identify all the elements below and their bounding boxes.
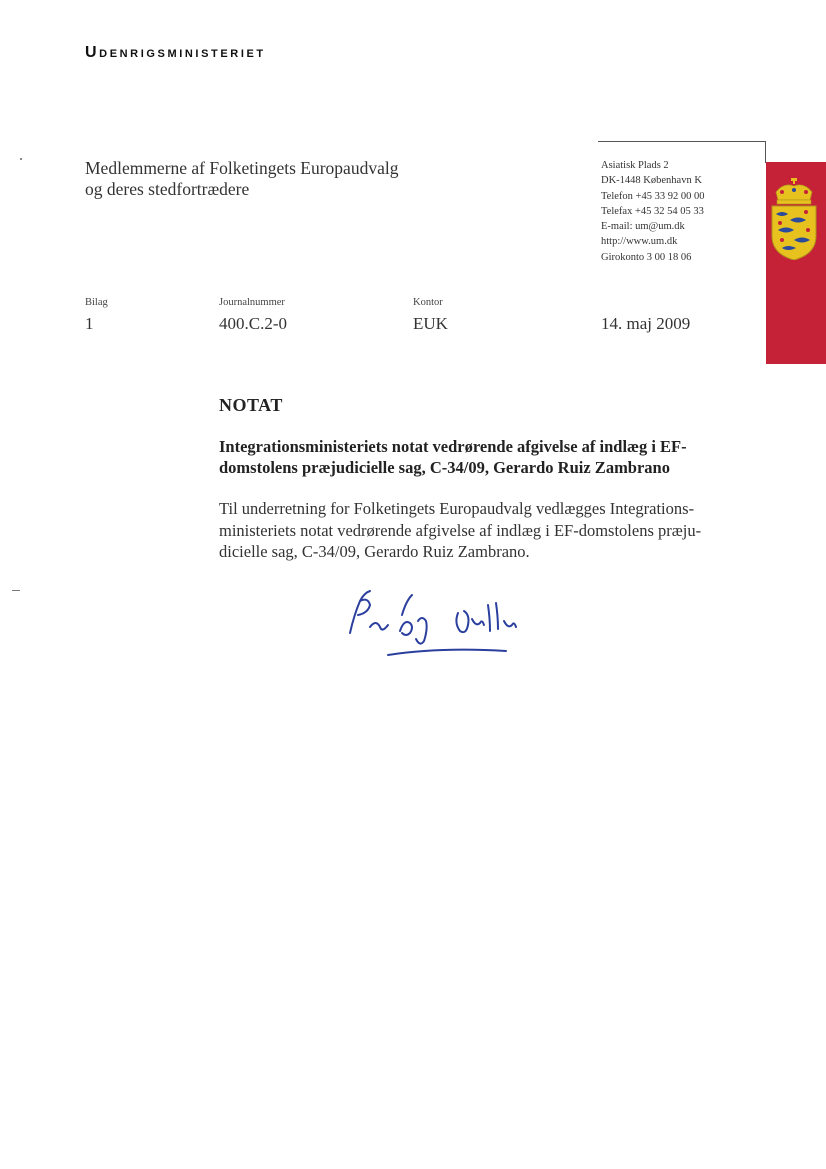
address-web: http://www.um.dk xyxy=(601,236,678,248)
subject-line-1: Integrationsministeriets notat vedrørende afgivelse af indlæg i EF- xyxy=(219,437,687,456)
handwritten-signature xyxy=(340,575,560,670)
notat-body xyxy=(219,498,759,563)
kontor-value: EUK xyxy=(413,314,448,333)
bilag-label: Bilag xyxy=(85,297,108,308)
address-vertical-rule xyxy=(765,141,766,163)
kontor-label: Kontor xyxy=(413,297,443,308)
subject-line-2: domstolens præjudicielle sag, C-34/09, Gerardo Ruiz Zambrano xyxy=(219,458,670,477)
ministry-title: Udenrigsministeriet xyxy=(85,44,266,61)
address-block xyxy=(601,158,704,265)
body-line-2: ministeriets notat vedrørende afgivelse af indlæg i EF-domstolens præju- xyxy=(219,520,702,540)
address-phone: Telefon +45 33 92 00 00 xyxy=(601,190,705,202)
document-date: 14. maj 2009 xyxy=(601,314,691,333)
recipient-line-1: Medlemmerne af Folketingets Europaudvalg xyxy=(85,158,399,178)
journal-label: Journalnummer xyxy=(219,297,285,308)
notat-subject xyxy=(219,436,779,478)
address-email: E-mail: um@um.dk xyxy=(601,221,685,233)
journal-value: 400.C.2-0 xyxy=(219,314,287,333)
scan-mark xyxy=(20,158,22,160)
coat-of-arms-icon xyxy=(770,178,818,265)
recipient-line-2: og deres stedfortrædere xyxy=(85,179,250,199)
address-rule xyxy=(598,141,766,142)
address-city: DK-1448 København K xyxy=(601,175,702,187)
notat-heading: NOTAT xyxy=(219,395,283,415)
body-line-3: dicielle sag, C-34/09, Gerardo Ruiz Zambrano. xyxy=(219,542,530,561)
address-fax: Telefax +45 32 54 05 33 xyxy=(601,205,704,217)
address-street: Asiatisk Plads 2 xyxy=(601,160,669,171)
bilag-value: 1 xyxy=(85,314,94,333)
recipient-block xyxy=(85,158,398,200)
address-giro: Girokonto 3 00 18 06 xyxy=(601,251,692,263)
fold-mark xyxy=(12,590,20,591)
body-line-1: Til underretning for Folketingets Europaudvalg vedlægges Integrations- xyxy=(219,499,695,518)
